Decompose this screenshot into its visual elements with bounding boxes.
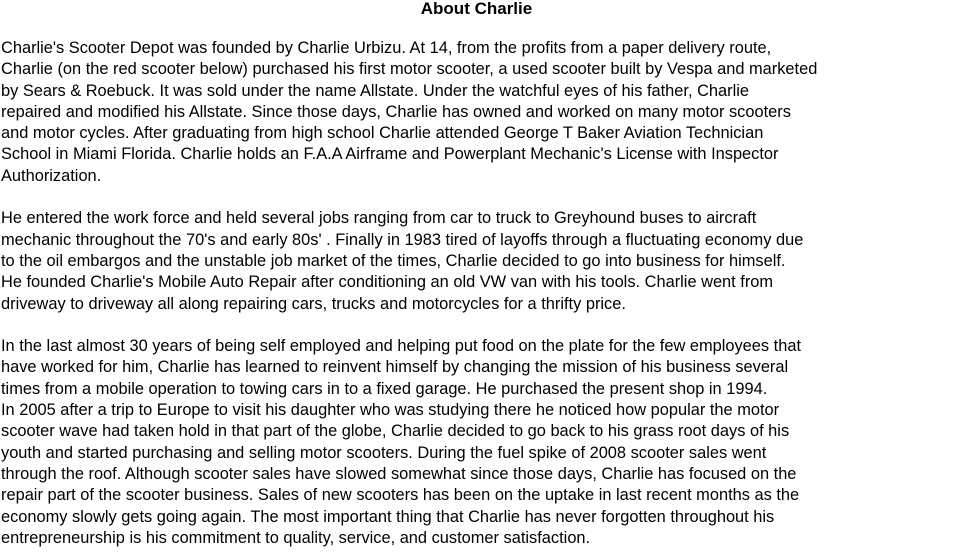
paragraph-founding: Charlie's Scooter Depot was founded by Charlie Urbizu. At 14, from the profits from a paper delivery route, Charlie (on the red scooter below) purchased his first motor scooter, a used scooter built by Vespa and marketed by Sears & Roebuck. It was sold under the name Allstate. Under the watchful eyes of his father, Charlie repaired and modified his Allstate. Since those days, Charlie has owned and worked on many motor scooters and motor cycles. After graduating from high school Charlie attended George T Baker Aviation Technician School in Miami Florida. Charlie holds an F.A.A Airframe and Powerplant Mechanic's License with Inspector Authorization. [1, 39, 818, 185]
paragraph-career: He entered the work force and held several jobs ranging from car to truck to Greyhound buses to aircraft mechanic throughout the 70's and early 80s' . Finally in 1983 tired of layoffs through a fluctuating economy due to the oil embargos and the unstable job market of the times, Charlie decided to go into business for himself. He founded Charlie's Mobile Auto Repair after conditioning an old VW van with his tools. Charlie went from driveway to driveway all along repairing cars, trucks and motorcycles for a thrifty price. [1, 209, 804, 313]
paragraph-gap [1, 315, 952, 336]
paragraph-business: In the last almost 30 years of being self employed and helping put food on the plate for the few employees that have worked for him, Charlie has learned to reinvent himself by changing the mission of his business several times from a mobile operation to towing cars in to a fixed garage. He purchased the present shop in 1994. In 2005 after a trip to Europe to visit his daughter who was studying there he noticed how popular the motor scooter wave had taken hold in that part of the globe, Charlie decided to go back to his grass root days of his youth and started purchasing and selling motor scooters. During the fuel spike of 2008 scooter sales went through the roof. Although scooter sales have slowed somewhat since those days, Charlie has focused on the repair part of the scooter business. Sales of new scooters has been on the uptake in last recent months as the economy slowly gets going again. The most important thing that Charlie has never forgotten throughout his entrepreneurship is his commitment to quality, service, and customer satisfaction. [1, 337, 802, 547]
paragraph-gap [1, 187, 952, 208]
title-spacer [1, 20, 952, 38]
page-title: About Charlie [420, 0, 533, 18]
